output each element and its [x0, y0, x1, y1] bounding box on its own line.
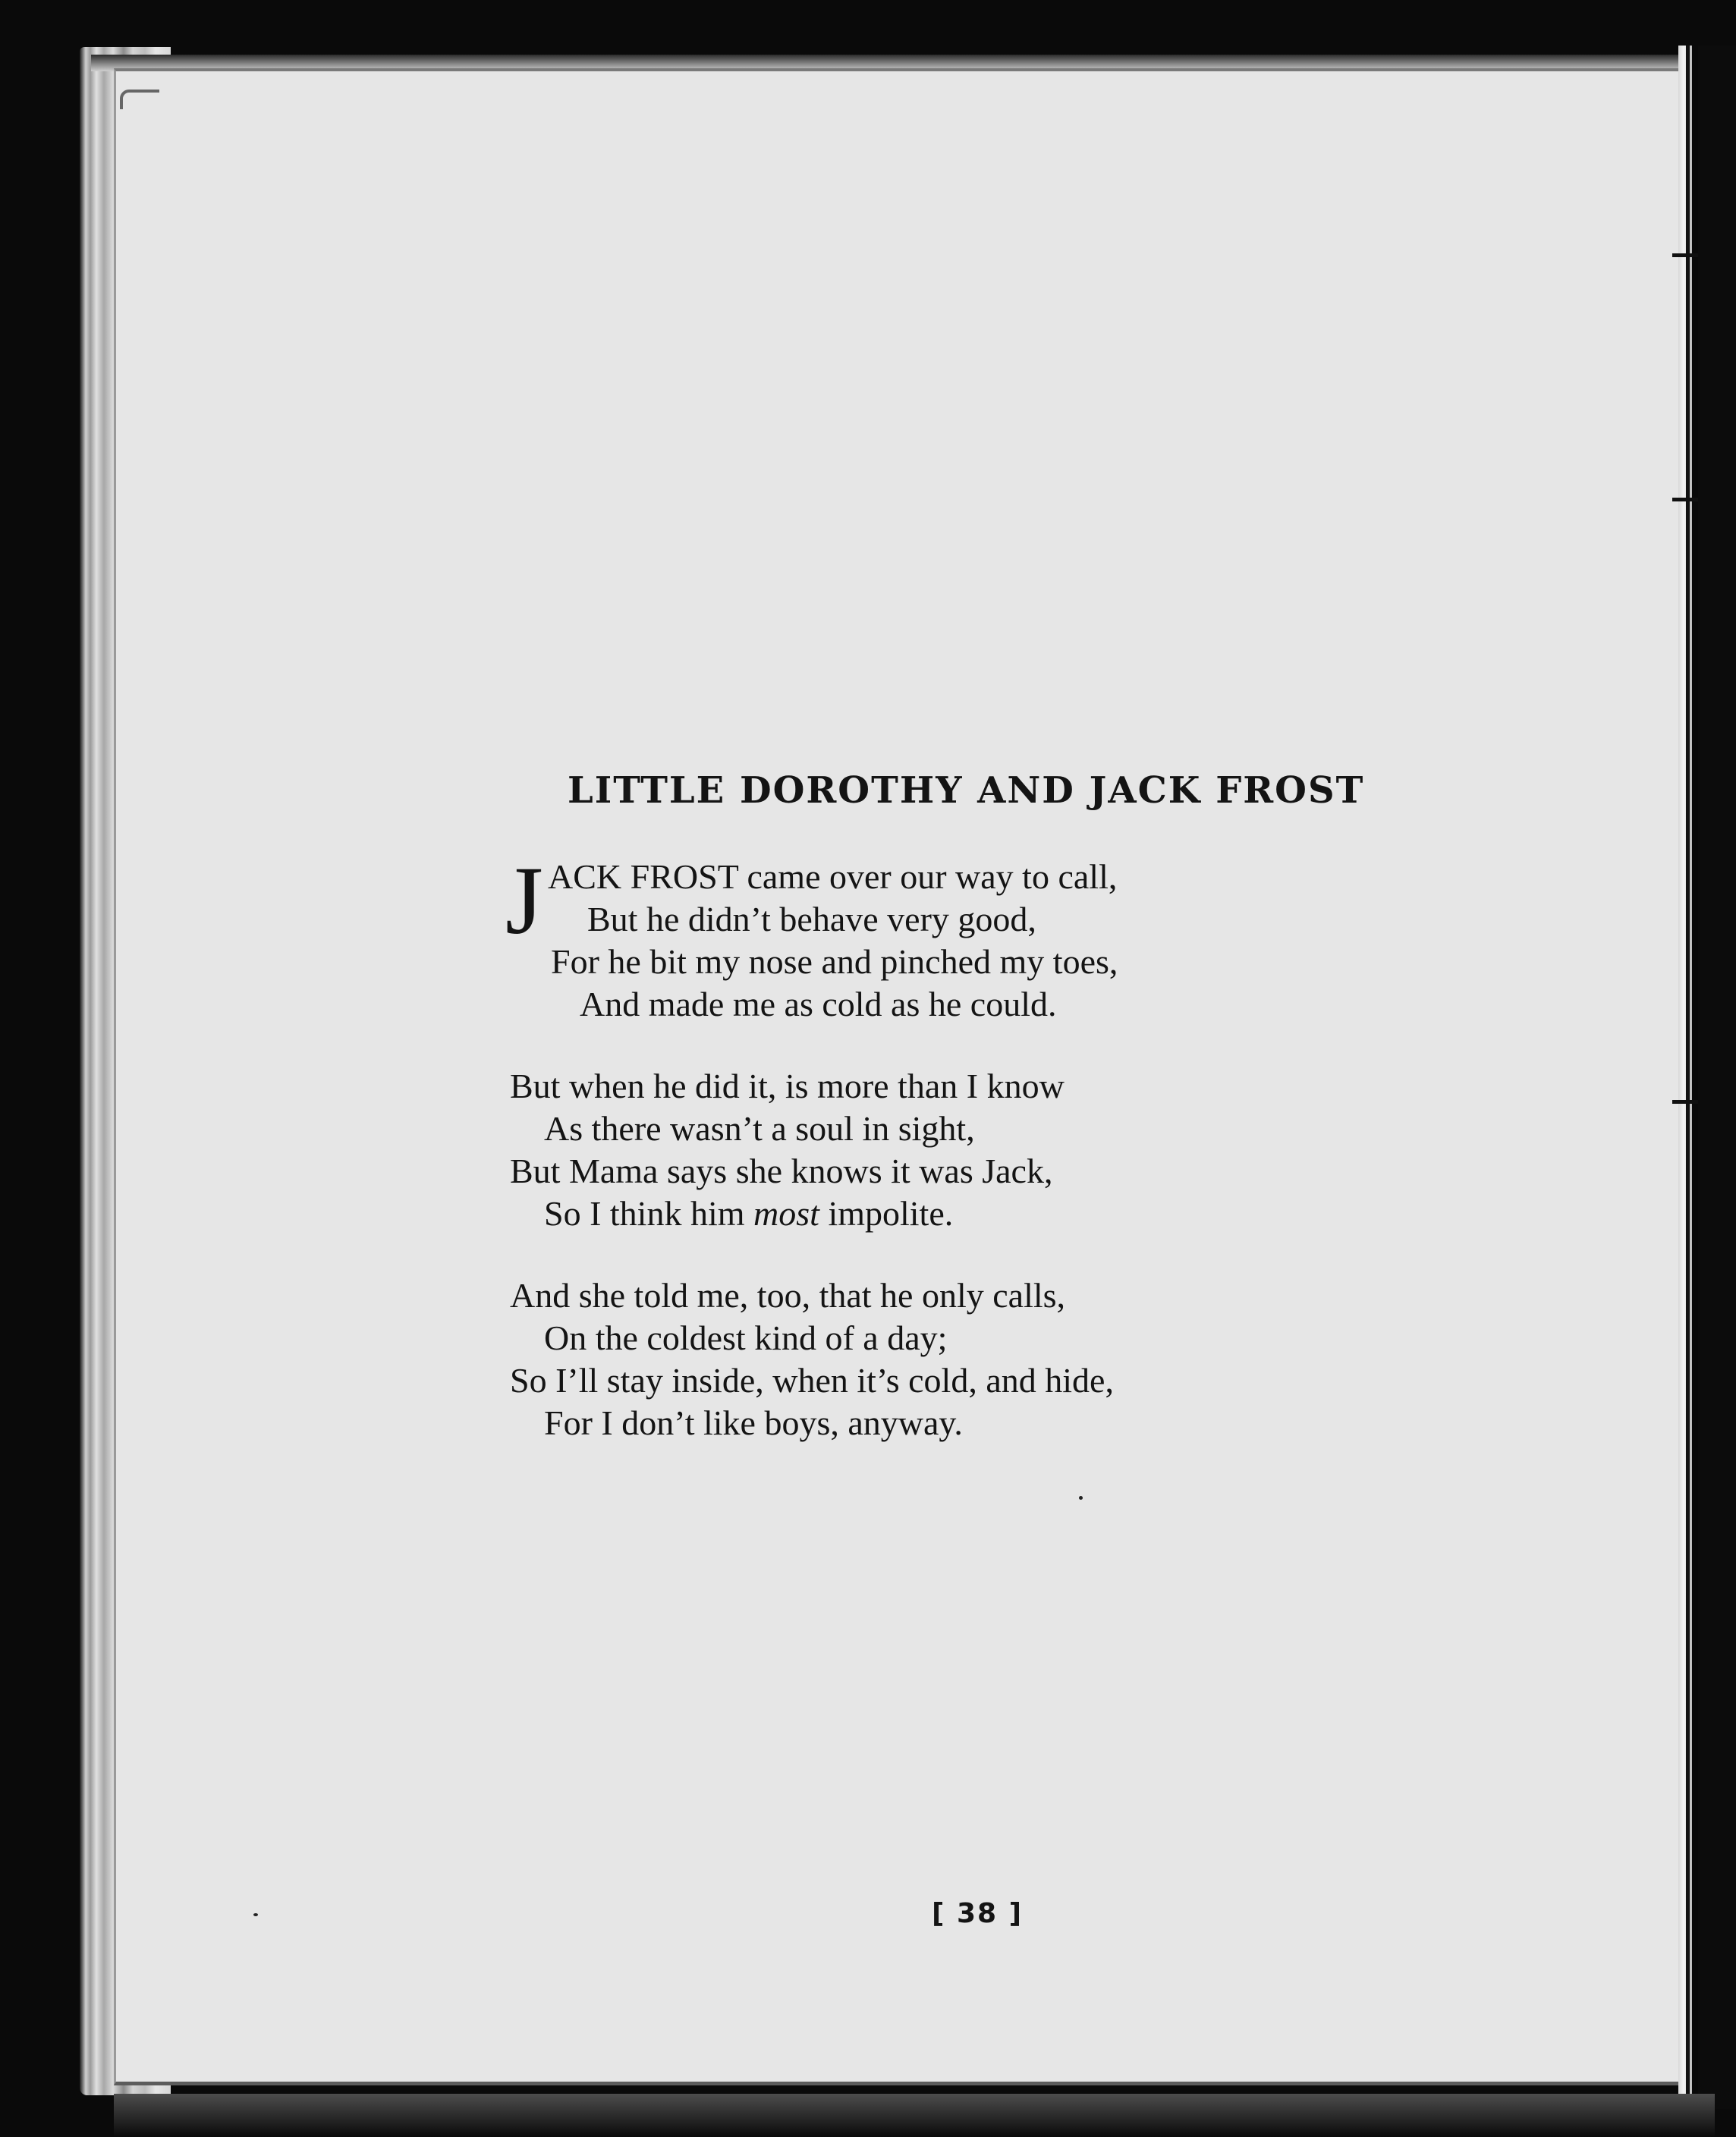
ink-speck	[1079, 1496, 1083, 1500]
ink-speck	[253, 1913, 258, 1916]
poem-line	[510, 1193, 1344, 1235]
poem-line-text: impolite.	[819, 1194, 954, 1233]
binding-fold-line	[1686, 46, 1690, 2109]
page-corner-curl	[120, 90, 159, 109]
page-bottom-shadow	[114, 2094, 1715, 2137]
poem-line-text: ACK FROST came over our way to call,	[548, 857, 1118, 896]
binding-gutter	[1678, 46, 1692, 2109]
page-number: [ 38 ]	[932, 1898, 1024, 1929]
poem-body	[505, 847, 1344, 1484]
poem-line: And she told me, too, that he only calls,	[510, 1276, 1066, 1315]
poem-line: But he didn’t behave very good,	[587, 900, 1036, 938]
stanza-1	[505, 847, 1344, 1026]
poem-line: But Mama says she knows it was Jack,	[510, 1152, 1053, 1190]
poem-line: But when he did it, is more than I know	[510, 1067, 1065, 1105]
poem-line: For he bit my nose and pinched my toes,	[551, 942, 1118, 981]
facing-page-edge	[1698, 46, 1736, 2109]
poem-line: As there wasn’t a soul in sight,	[544, 1109, 975, 1148]
stanza-2	[510, 1065, 1344, 1235]
poem-title: LITTLE DOROTHY AND JACK FROST	[568, 769, 1365, 812]
emphasized-word: most	[753, 1194, 819, 1233]
poem-line: For I don’t like boys, anyway.	[544, 1403, 963, 1442]
poem-line: On the coldest kind of a day;	[544, 1318, 948, 1357]
poem-line: And made me as cold as he could.	[580, 985, 1057, 1023]
stanza-3	[510, 1274, 1344, 1444]
drop-cap: J	[505, 847, 543, 954]
poem-line: So I’ll stay inside, when it’s cold, and hide,	[510, 1361, 1114, 1400]
poem-line-text: So I think him	[544, 1194, 754, 1233]
